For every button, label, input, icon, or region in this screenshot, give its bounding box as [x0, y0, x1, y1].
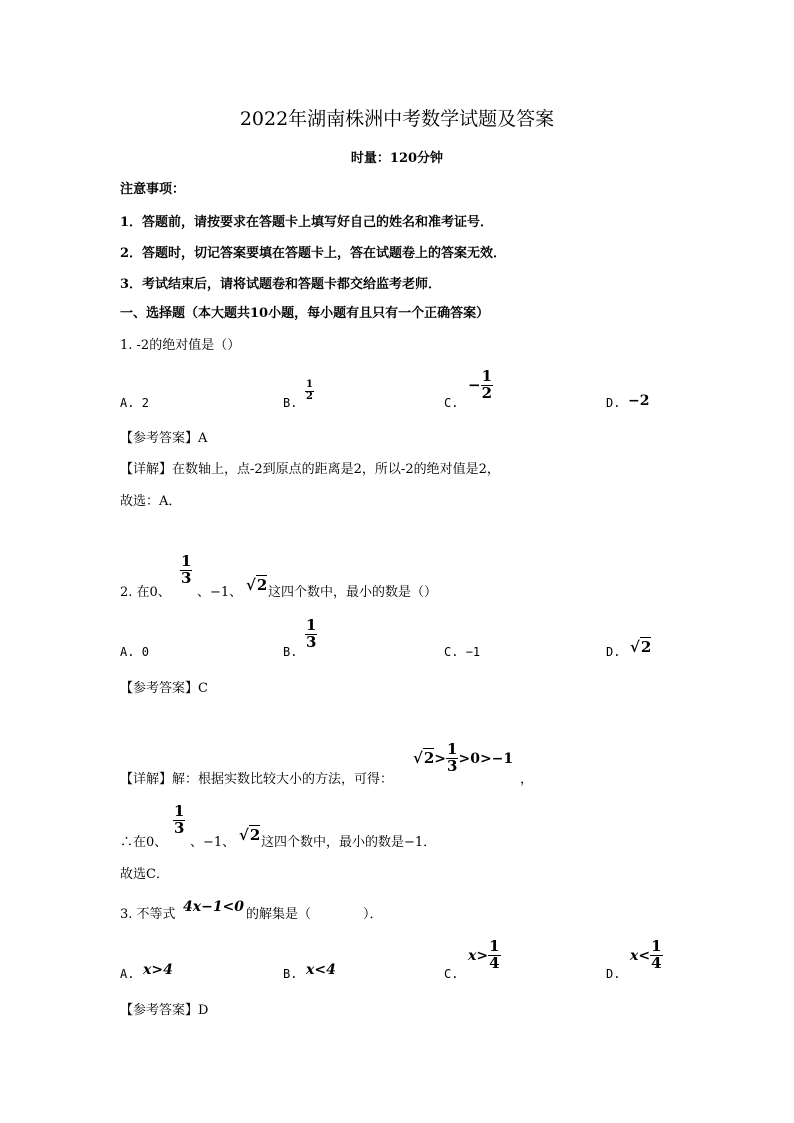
q2-stem-middle: 、−1、 — [197, 585, 243, 600]
q3-option-a-label: A. — [120, 967, 135, 981]
denominator: 2 — [481, 383, 493, 402]
notice-item-3: 3．考试结束后，请将试题卷和答题卡都交给监考老师． — [120, 277, 442, 292]
q2-stem-suffix: 这四个数中，最小的数是（） — [268, 585, 438, 600]
option-label: A. — [120, 396, 135, 410]
lhs: x> — [468, 947, 489, 964]
greater-than: > — [434, 750, 447, 767]
q2-option-a — [120, 645, 149, 659]
q1-option-c-value — [468, 369, 493, 402]
numerator: 1 — [489, 937, 500, 955]
q2-option-d-sqrt: √2 — [630, 638, 652, 656]
q3-option-c-value — [468, 939, 501, 972]
numerator: 1 — [306, 379, 313, 390]
denominator: 3 — [174, 818, 185, 837]
q1-answer: 【参考答案】A — [120, 431, 208, 446]
q1-stem: 1. -2的绝对值是（） — [120, 338, 241, 353]
q2-option-c — [444, 645, 480, 659]
option-value: 0 — [141, 645, 149, 659]
numerator: 1 — [651, 937, 662, 955]
q3-stem-math: 4x−1<0 — [183, 899, 245, 915]
denominator: 4 — [489, 953, 500, 972]
radicand: 2 — [249, 826, 261, 844]
q3-stem-prefix: 3. 不等式 — [120, 907, 176, 922]
radicand: 2 — [640, 638, 652, 656]
option-value: −1 — [465, 645, 481, 659]
q2-detail-comma: ， — [520, 772, 534, 787]
q1-detail: 【详解】在数轴上，点-2到原点的距离是2，所以-2的绝对值是2， — [120, 462, 500, 477]
q1-option-d-label: D. — [606, 396, 621, 410]
q3-option-d-value — [630, 939, 663, 972]
q2-option-b-label: B. — [283, 645, 298, 659]
option-label: C. — [444, 645, 459, 659]
numerator: 1 — [481, 367, 493, 385]
q2-conclusion: 故选C． — [120, 867, 169, 882]
notice-item-2: 2．答题时，切记答案要填在答题卡上，答在试题卷上的答案无效． — [120, 246, 507, 261]
notice-item-1: 1．答题前，请按要求在答题卡上填写好自己的姓名和准考证号． — [120, 215, 494, 230]
q2-therefore-suffix: 这四个数中，最小的数是−1． — [261, 835, 437, 850]
q2-option-d-label: D. — [606, 645, 621, 659]
page-title: 2022年湖南株洲中考数学试题及答案 — [239, 108, 555, 130]
q2-answer: 【参考答案】C — [120, 681, 208, 696]
denominator: 4 — [651, 953, 662, 972]
inequality-tail: >0>−1 — [458, 750, 514, 767]
denominator: 3 — [181, 568, 192, 587]
numerator: 1 — [306, 616, 317, 634]
q2-stem-fraction — [180, 554, 192, 587]
q3-option-b-label: B. — [283, 967, 298, 981]
numerator: 1 — [447, 740, 458, 758]
option-value: 2 — [141, 396, 149, 410]
q1-option-d-value: −2 — [628, 393, 650, 409]
q1-option-b-fraction — [305, 380, 314, 402]
radicand: 2 — [423, 748, 435, 767]
q2-therefore-sqrt: √2 — [239, 826, 261, 844]
minus-sign: − — [468, 375, 481, 394]
numerator: 1 — [174, 802, 185, 820]
q1-option-b-label: B. — [283, 396, 298, 410]
q3-answer: 【参考答案】D — [120, 1003, 209, 1018]
denominator: 2 — [306, 390, 313, 402]
denominator: 3 — [447, 756, 458, 775]
q3-option-a-value: x>4 — [143, 962, 173, 978]
notice-heading: 注意事项： — [120, 182, 186, 197]
q3-option-c-label: C. — [444, 967, 459, 981]
q3-option-b-value: x<4 — [306, 962, 336, 978]
q2-stem-sqrt: √2 — [246, 576, 268, 594]
q2-detail-prefix: 【详解】解：根据实数比较大小的方法，可得： — [120, 772, 394, 787]
q2-therefore-middle: 、−1、 — [190, 835, 236, 850]
lhs: x< — [630, 947, 651, 964]
q2-therefore-prefix: ∴在0、 — [120, 835, 168, 850]
q1-option-a — [120, 396, 149, 410]
q3-option-d-label: D. — [606, 967, 621, 981]
q2-stem-prefix: 2. 在0、 — [120, 585, 171, 600]
radicand: 2 — [256, 576, 268, 594]
q2-option-b-fraction — [305, 618, 317, 651]
q2-detail-inequality: √2> $\frac{1}{3}$ >0>−1 — [413, 740, 514, 775]
exam-duration: 时量：120分钟 — [350, 151, 444, 166]
option-label: A. — [120, 645, 135, 659]
denominator: 3 — [306, 632, 317, 651]
section-heading: 一、选择题（本大题共10小题，每小题有且只有一个正确答案） — [120, 306, 490, 321]
q1-option-c-label: C. — [444, 396, 459, 410]
q2-therefore-fraction — [173, 804, 185, 837]
q3-stem-suffix: 的解集是（ ）． — [246, 907, 383, 922]
q1-conclusion: 故选：A． — [120, 494, 182, 509]
numerator: 1 — [181, 552, 192, 570]
